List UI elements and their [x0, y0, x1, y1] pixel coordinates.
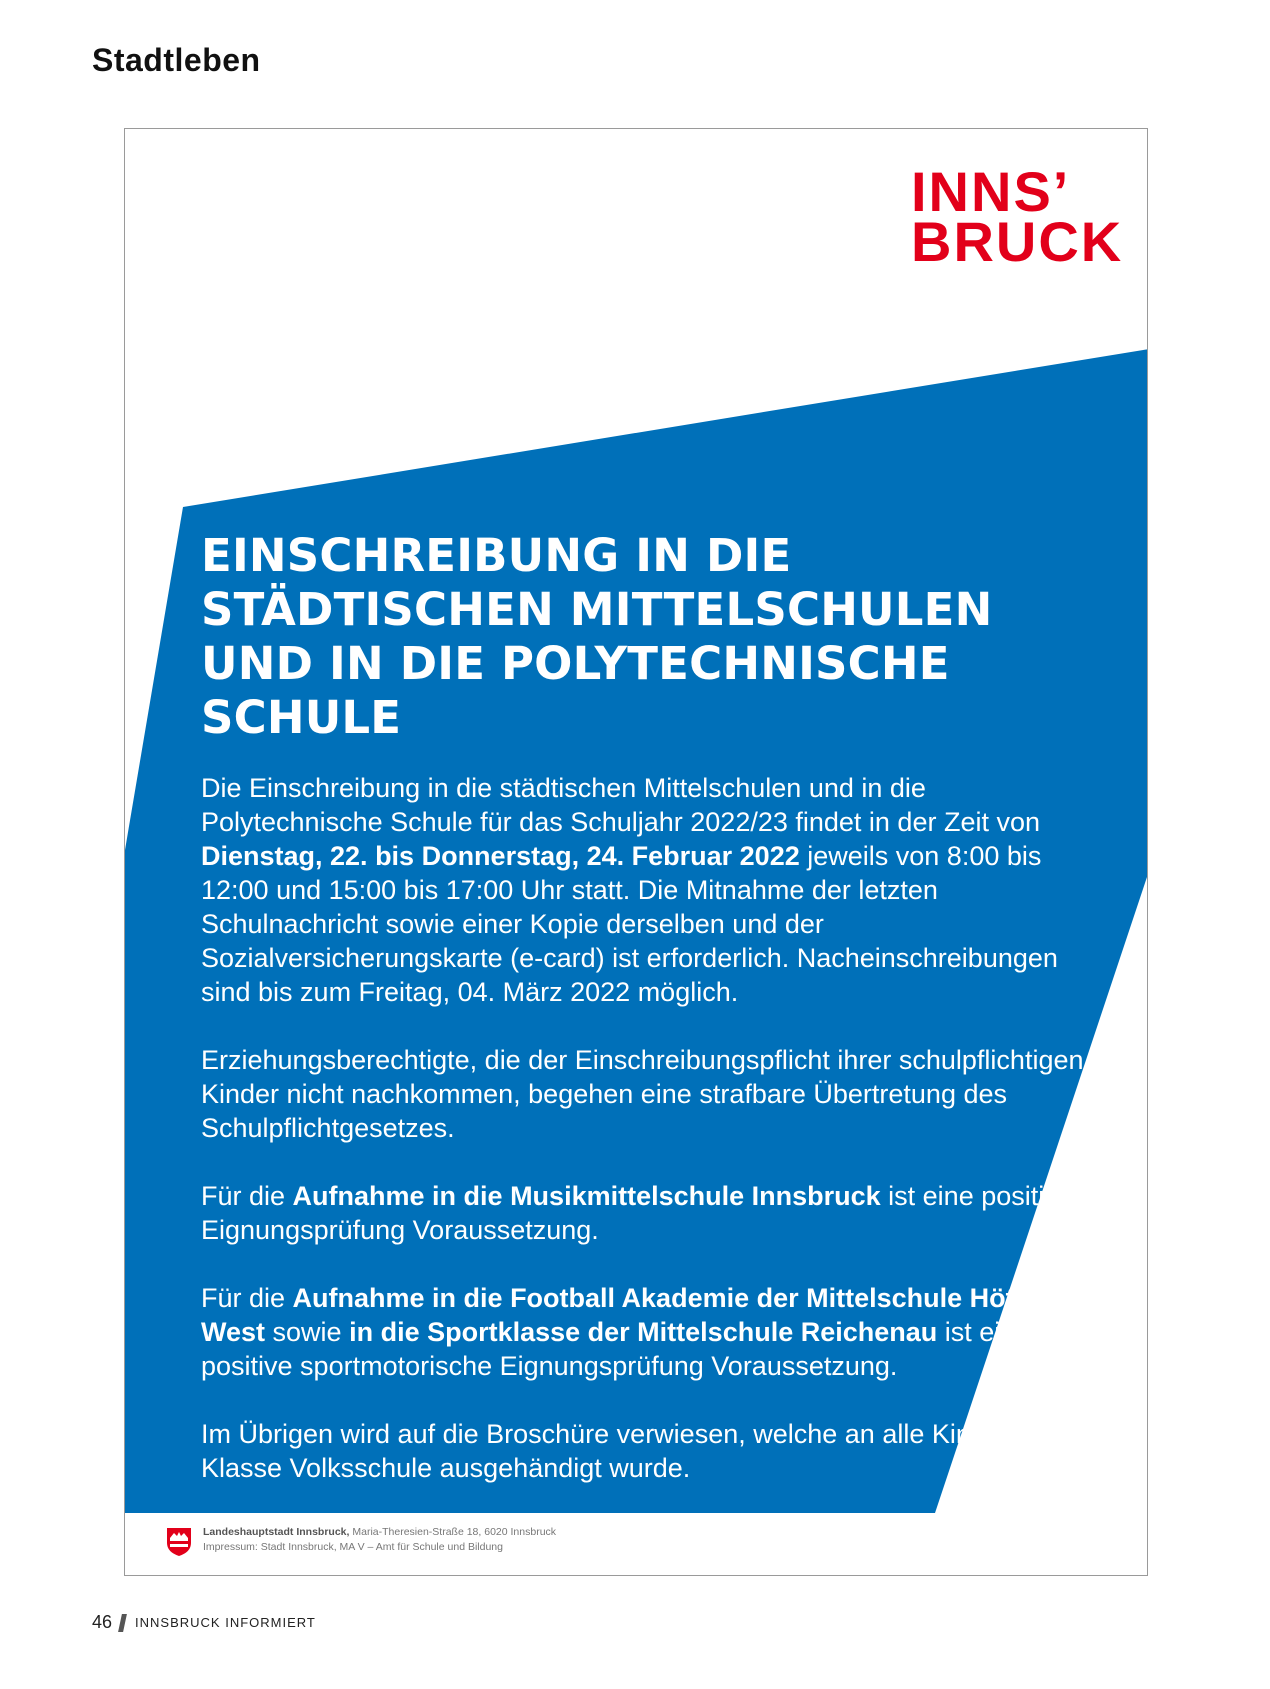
- headline: EINSCHREIBUNG IN DIE STÄDTISCHEN MITTELSCHULEN UND IN DIE POLYTECHNISCHE SCHULE: [201, 529, 993, 744]
- divider-slash: [118, 1614, 127, 1632]
- paragraph-enrollment-dates: Die Einschreibung in die städtischen Mittelschulen und in die Polytechnische Schule für das Schuljahr 2022/23 findet in der Zeit von Dienstag, 22. bis Donnerstag, 24. Februar 2022 jeweils von 8:00 bis 12:00 und 15:00 bis 17:00 Uhr statt. Die Mitnahme der letzten Schulnachricht sowie einer Kopie derselben und der Sozialversicherungskarte (e-card) ist erforderlich. Nacheinschreibungen sind bis zum Freitag, 04. März 2022 möglich.: [201, 773, 1058, 1007]
- ad-footer: [165, 1525, 556, 1565]
- paragraph-obligation: Erziehungsberechtigte, die der Einschreibungspflicht ihrer schulpflichtigen Kinder nicht nachkommen, begehen eine strafbare Übertretung des Schulpflichtgesetzes.: [201, 1045, 1084, 1143]
- city-crest-icon: [165, 1525, 193, 1557]
- publication-name: INNSBRUCK INFORMIERT: [135, 1615, 316, 1630]
- paragraph-sports: Für die Aufnahme in die Football Akademie der Mittelschule Hötting-West sowie in die Sportklasse der Mittelschule Reichenau ist eine positive sportmotorische Eignungsprüfung Voraussetzung.: [201, 1283, 1074, 1381]
- advertisement-frame: [124, 128, 1148, 1576]
- page-number: 46: [92, 1612, 113, 1632]
- paragraph-brochure: Im Übrigen wird auf die Broschüre verwiesen, welche an alle Kinder der 4. Klasse Volksschule ausgehändigt wurde.: [201, 1419, 1087, 1483]
- main-content: [201, 529, 1101, 1519]
- footer-text: Landeshauptstadt Innsbruck, Maria-Theresien-Straße 18, 6020 Innsbruck Impressum: Stadt Innsbruck, MA V – Amt für Schule und Bildung: [203, 1526, 557, 1553]
- page-footer: [92, 1612, 316, 1633]
- paragraph-music-school: Für die Aufnahme in die Musikmittelschule Innsbruck ist eine positive Eignungsprüfung Voraussetzung.: [201, 1181, 1073, 1245]
- section-title: Stadtleben: [92, 42, 261, 78]
- innsbruck-logo: INNS’ BRUCK: [911, 160, 1124, 273]
